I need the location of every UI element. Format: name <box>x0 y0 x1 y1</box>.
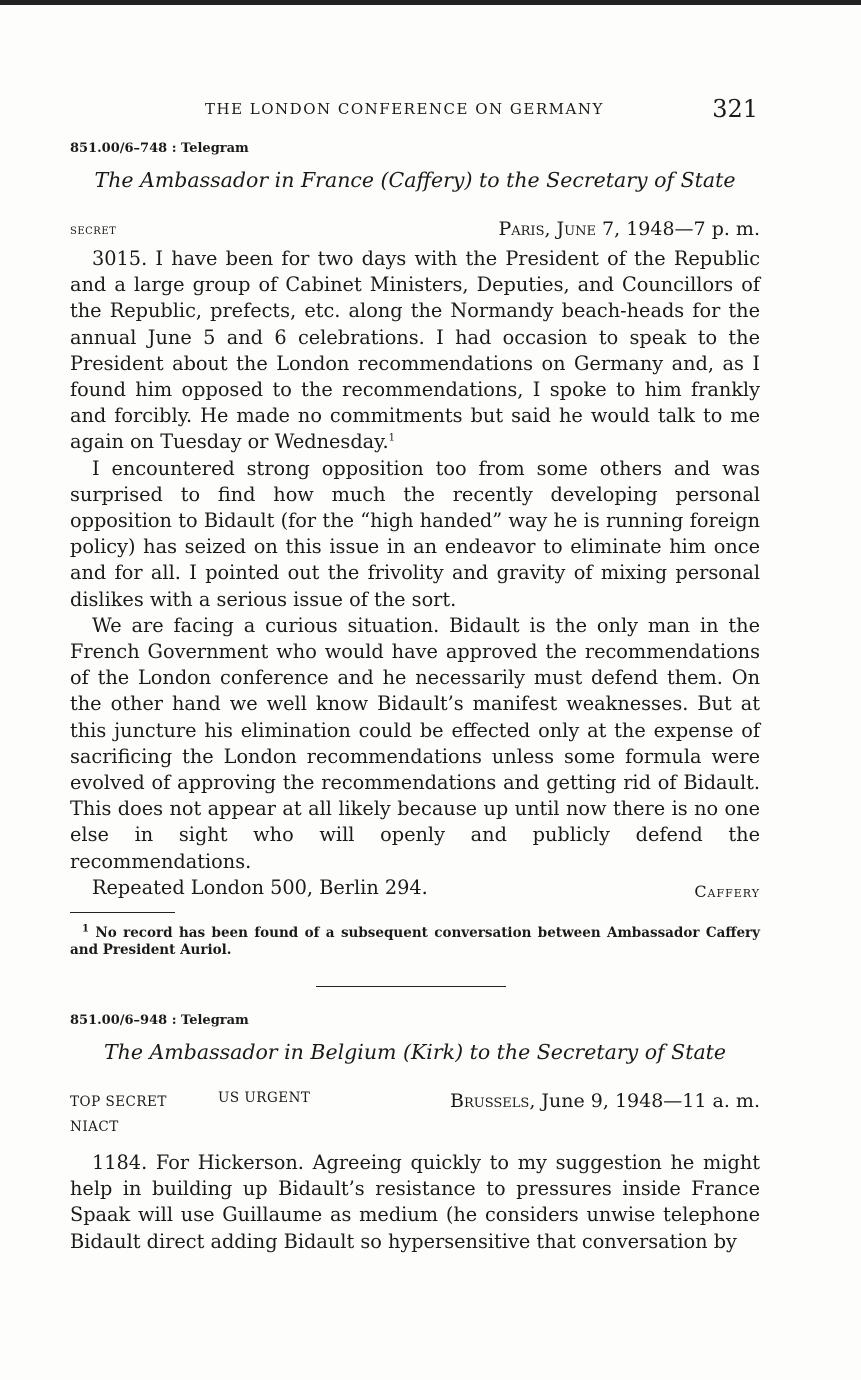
doc2-reference: 851.00/6–948 : Telegram <box>70 1013 249 1028</box>
doc2-paragraph-1: 1184. For Hickerson. Agreeing quickly to my suggestion he might help in building up Bidault’s resistance to pressures inside France Spaak will use Guillaume as medium (he considers unwise telephone Bidault direct adding Bidault so hypersensitive that conversation by <box>70 1151 760 1253</box>
doc1-paragraph-1-text: 3015. I have been for two days with the President of the Republic and a large group of Cabinet Ministers, Deputies, and Councillors of the Republic, prefects, etc. along the Normandy beach-heads for the annual June 5 and 6 celebrations. I had occasion to speak to the President about the London recommendations on Germany and, as I found him opposed to the recommendations, I spoke to him frankly and forcibly. He made no commitments but said he would talk to me again on Tuesday or Wednesday. <box>70 247 760 454</box>
doc2-classification-niact: NIACT <box>70 1119 119 1135</box>
footnote-rule <box>70 912 175 913</box>
doc1-title-block <box>70 168 760 192</box>
doc2-classification-top-secret: TOP SECRET <box>70 1094 167 1110</box>
footnote-block <box>70 925 760 959</box>
doc1-paragraph-3: We are facing a curious situation. Bidault is the only man in the French Government who would have approved the recommendations of the London conference and he necessarily must defend them. On the other hand we well know Bidault’s manifest weaknesses. But at this juncture his elimination could be effected only at the expense of sacrificing the London recommendations unless some formula were evolved of approving the recommendations and getting rid of Bidault. This does not appear at all likely because up until now there is no one else in sight who will openly and publicly defend the recommendations. <box>70 613 760 873</box>
separator-block <box>70 986 760 987</box>
doc1-paragraph-2: I encountered strong opposition too from some others and was surprised to find how much the recently developing personal opposition to Bidault (for the “high handed” way he is running foreign policy) has seized on this issue in an endeavor to eliminate him once and for all. I pointed out the frivolity and gravity of mixing personal dislikes with a serious issue of the sort. <box>70 456 760 611</box>
doc1-header-row <box>70 218 760 242</box>
doc2-dateline-city: Brussels, <box>450 1090 536 1112</box>
doc2-niact-row <box>70 1116 760 1135</box>
footnote-rule-block <box>70 912 760 913</box>
doc2-dateline-rest: June 9, 1948—11 a. m. <box>535 1090 760 1112</box>
doc1-dateline-rest: 7, 1948—7 p. m. <box>596 218 760 240</box>
footnote-ref: 1 <box>388 433 395 444</box>
doc1-classification: secret <box>70 222 117 238</box>
doc1-signature: Caffery <box>694 882 760 901</box>
running-title: THE LONDON CONFERENCE ON GERMANY <box>205 100 604 118</box>
doc2-header-row <box>70 1090 760 1114</box>
doc1-dateline-city: Paris, June <box>498 218 596 240</box>
doc2-body <box>70 1150 760 1255</box>
doc1-reference: 851.00/6–748 : Telegram <box>70 141 249 156</box>
doc2-title-block <box>70 1040 760 1064</box>
doc1-paragraph-1 <box>70 246 760 456</box>
doc1-paragraph-4: Repeated London 500, Berlin 294. <box>92 875 428 899</box>
section-separator <box>316 986 506 987</box>
doc1-title: The Ambassador in France (Caffery) to the Secretary of State <box>94 168 736 192</box>
footnote-text: No record has been found of a subsequent conversation between Ambassador Caffery and President Auriol. <box>70 925 760 958</box>
doc2-title: The Ambassador in Belgium (Kirk) to the Secretary of State <box>103 1040 727 1064</box>
doc2-classification-urgent: US URGENT <box>218 1090 311 1106</box>
doc1-body <box>70 246 760 901</box>
doc2-reference-block <box>70 1013 760 1028</box>
top-border <box>0 0 861 5</box>
page-number: 321 <box>712 95 758 123</box>
running-head <box>70 95 760 125</box>
footnote <box>70 925 760 959</box>
footnote-marker: 1 <box>82 923 89 935</box>
doc2-dateline <box>450 1090 760 1112</box>
doc1-signature-block <box>70 882 760 901</box>
doc1-dateline <box>498 218 760 240</box>
doc1-reference-block <box>70 141 760 156</box>
